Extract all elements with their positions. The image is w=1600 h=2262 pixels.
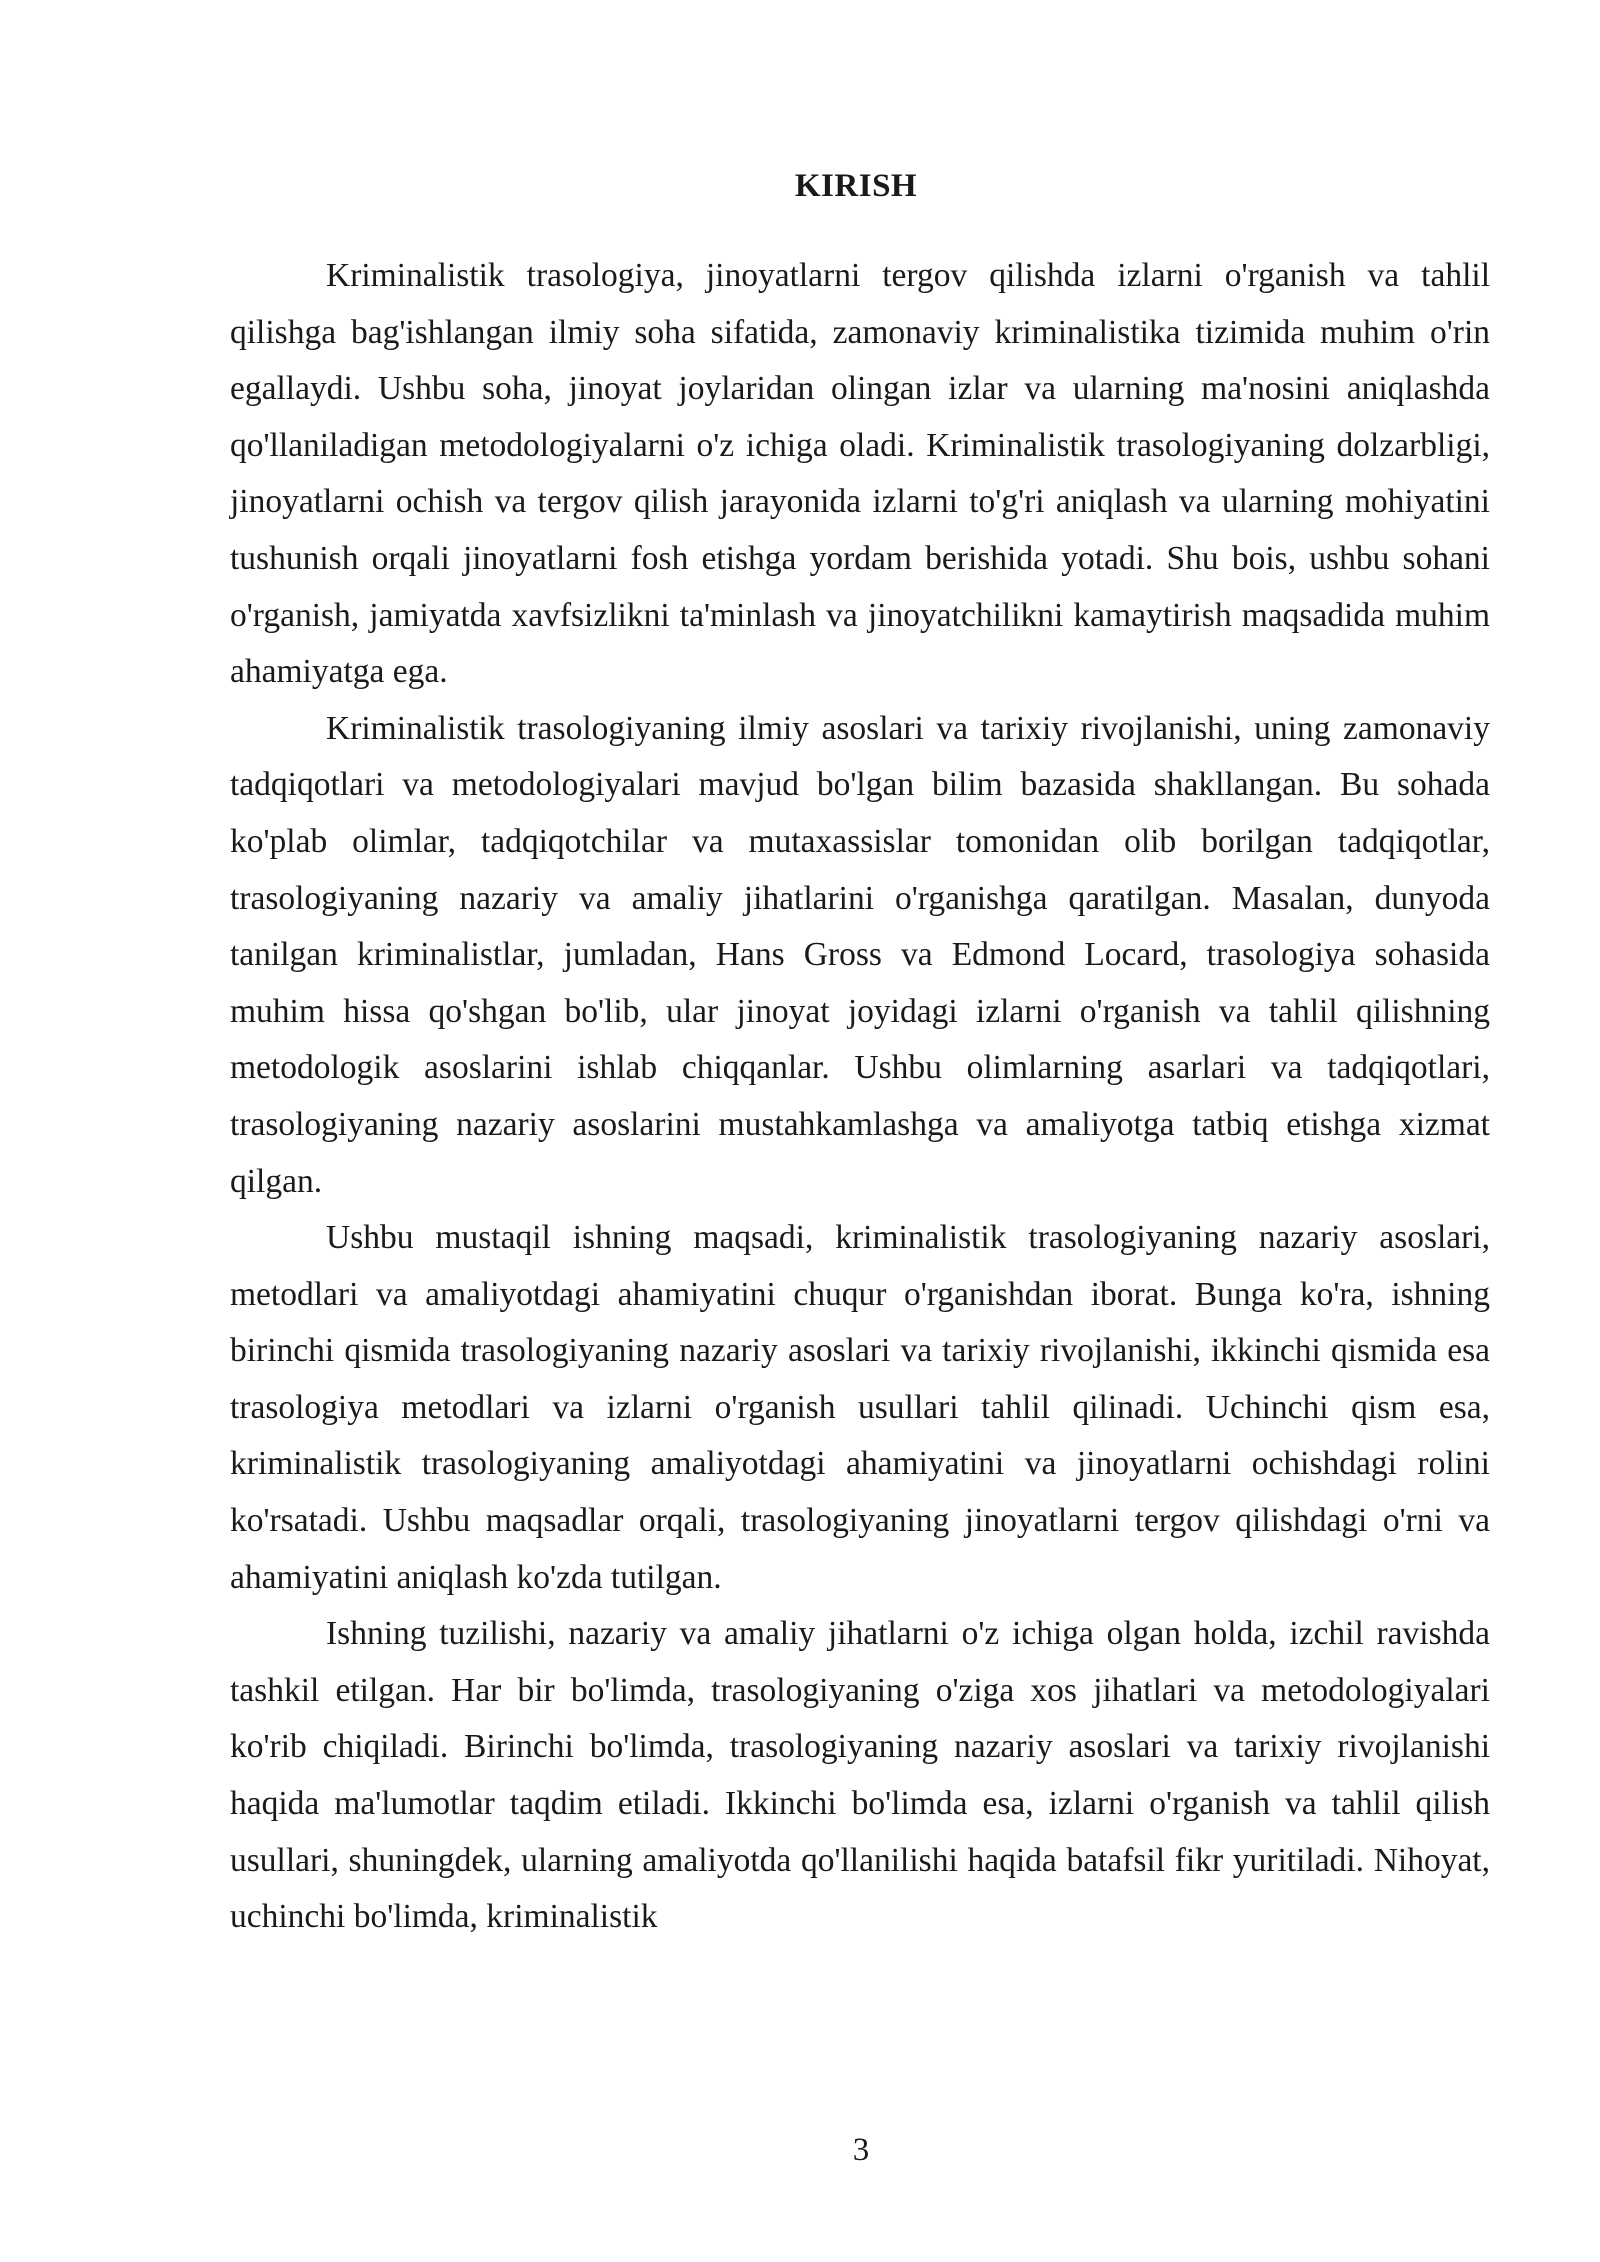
body-text <box>230 248 1490 1946</box>
paragraph-2: Kriminalistik trasologiyaning ilmiy asoslari va tarixiy rivojlanishi, uning zamonaviy tadqiqotlari va metodologiyalari mavjud bo'lgan bilim bazasida shakllangan. Bu sohada ko'plab olimlar, tadqiqotchilar va mutaxassislar tomonidan olib borilgan tadqiqotlar, trasologiyaning nazariy va amaliy jihatlarini o'rganishga qaratilgan. Masalan, dunyoda tanilgan kriminalistlar, jumladan, Hans Gross va Edmond Locard, trasologiya sohasida muhim hissa qo'shgan bo'lib, ular jinoyat joyidagi izlarni o'rganish va tahlil qilishning metodologik asoslarini ishlab chiqqanlar. Ushbu olimlarning asarlari va tadqiqotlari, trasologiyaning nazariy asoslarini mustahkamlashga va amaliyotga tatbiq etishga xizmat qilgan. <box>230 709 1490 1200</box>
paragraph-4: Ishning tuzilishi, nazariy va amaliy jihatlarni o'z ichiga olgan holda, izchil ravishda tashkil etilgan. Har bir bo'limda, trasologiyaning o'ziga xos jihatlari va metodologiyalari ko'rib chiqiladi. Birinchi bo'limda, trasologiyaning nazariy asoslari va tarixiy rivojlanishi haqida ma'lumotlar taqdim etiladi. Ikkinchi bo'limda esa, izlarni o'rganish va tahlil qilish usullari, shuningdek, ularning amaliyotda qo'llanilishi haqida batafsil fikr yuritiladi. Nihoyat, uchinchi bo'limda, kriminalistik <box>230 1615 1490 1936</box>
page-title: KIRISH <box>794 168 918 204</box>
paragraph-3: Ushbu mustaqil ishning maqsadi, kriminalistik trasologiyaning nazariy asoslari, metodlari va amaliyotdagi ahamiyatini chuqur o'rganishdan iborat. Bunga ko'ra, ishning birinchi qismida trasologiyaning nazariy asoslari va tarixiy rivojlanishi, ikkinchi qismida esa trasologiya metodlari va izlarni o'rganish usullari tahlil qilinadi. Uchinchi qism esa, kriminalistik trasologiyaning amaliyotdagi ahamiyatini va jinoyatlarni ochishdagi rolini ko'rsatadi. Ushbu maqsadlar orqali, trasologiyaning jinoyatlarni tergov qilishdagi o'rni va ahamiyatini aniqlash ko'zda tutilgan. <box>230 1219 1490 1596</box>
paragraph-1: Kriminalistik trasologiya, jinoyatlarni tergov qilishda izlarni o'rganish va tahlil qilishga bag'ishlangan ilmiy soha sifatida, zamonaviy kriminalistika tizimida muhim o'rin egallaydi. Ushbu soha, jinoyat joylaridan olingan izlar va ularning ma'nosini aniqlashda qo'llaniladigan metodologiyalarni o'z ichiga oladi. Kriminalistik trasologiyaning dolzarbligi, jinoyatlarni ochish va tergov qilish jarayonida izlarni to'g'ri aniqlash va ularning mohiyatini tushunish orqali jinoyatlarni fosh etishga yordam berishida yotadi. Shu bois, ushbu sohani o'rganish, jamiyatda xavfsizlikni ta'minlash va jinoyatchilikni kamaytirish maqsadida muhim ahamiyatga ega. <box>230 257 1490 691</box>
page-number: 3 <box>852 2132 870 2168</box>
